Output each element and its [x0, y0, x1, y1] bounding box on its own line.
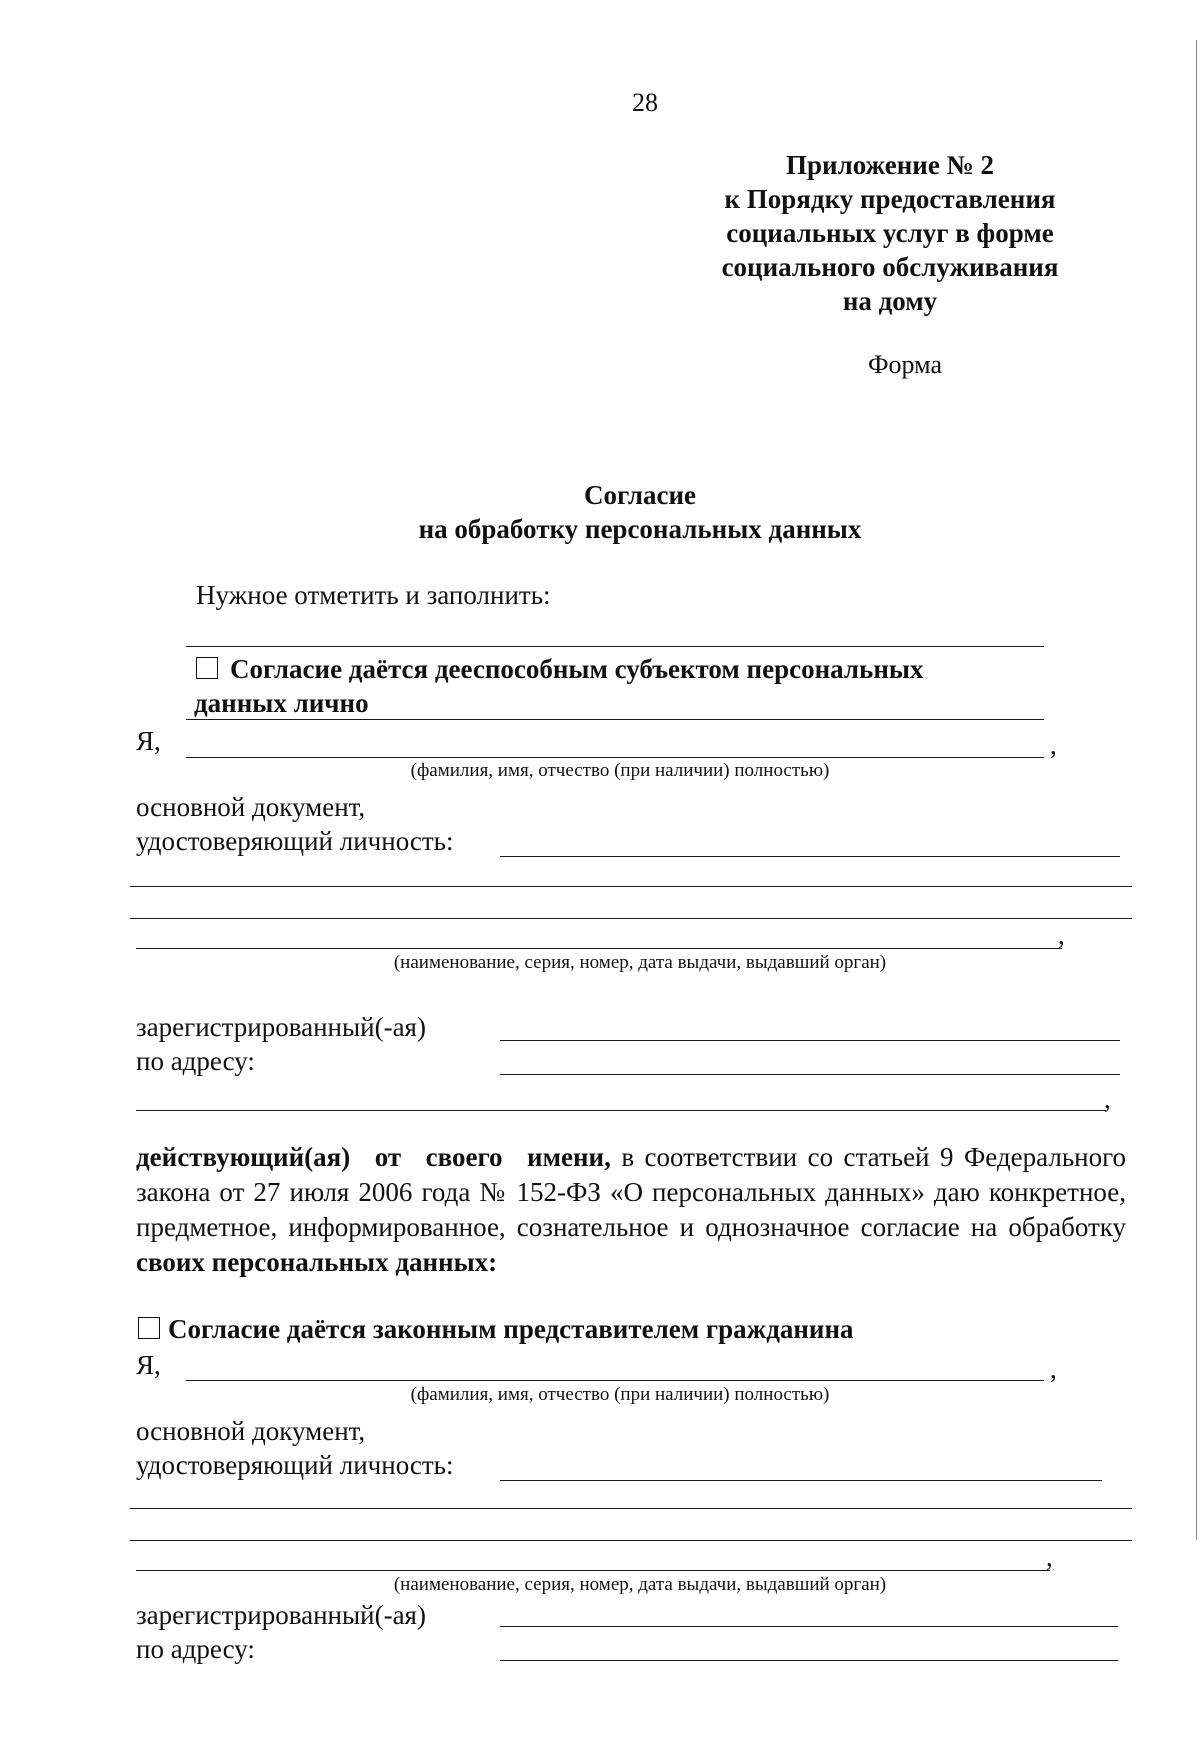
page-number: 28: [632, 88, 658, 117]
instruction-text: Нужное отметить и заполнить:: [196, 580, 551, 610]
section2-fio-field[interactable]: [186, 1380, 1044, 1381]
section1-doc-field-3[interactable]: [130, 918, 1132, 919]
section1-top-rule: [186, 646, 1044, 647]
section1-reg-field-2[interactable]: [500, 1074, 1120, 1075]
section2-reg-field-1[interactable]: [500, 1626, 1118, 1627]
section2-fio-caption: (фамилия, имя, отчество (при наличии) полностью): [410, 1384, 830, 1405]
section2-checkbox-row[interactable]: [138, 1314, 854, 1345]
section1-reg-comma: ,: [1104, 1084, 1111, 1114]
section1-fio-caption: (фамилия, имя, отчество (при наличии) полностью): [410, 760, 830, 781]
section2-doc-label-2: удостоверяющий личность:: [136, 1450, 454, 1480]
appendix-line: к Порядку предоставления: [724, 184, 1056, 214]
paragraph-text: в соответствии со статьей 9 Федерального закона от 27 июля 2006 года № 152-ФЗ «О персональных данных» даю конкретное, предметное, информированное, сознательное и однозначное согласие на обработку: [136, 1142, 1127, 1242]
appendix-line: социальных услуг в форме: [726, 218, 1054, 248]
section2-reg-label-2: по адресу:: [136, 1634, 255, 1664]
section2-reg-field-2[interactable]: [500, 1660, 1118, 1661]
section2-checkbox[interactable]: [138, 1317, 160, 1339]
scan-edge-line: [1196, 40, 1197, 1540]
section2-doc-caption: (наименование, серия, номер, дата выдачи, выдавший орган): [393, 1574, 887, 1595]
section2-doc-field-4[interactable]: [136, 1570, 1050, 1571]
appendix-line: Приложение № 2: [786, 150, 994, 180]
section2-fio-comma: ,: [1050, 1354, 1057, 1384]
section1-ya-label: Я,: [136, 726, 161, 756]
section2-ya-label: Я,: [136, 1350, 161, 1380]
section1-doc-label-1: основной документ,: [136, 792, 366, 822]
section1-doc-comma: ,: [1058, 920, 1065, 950]
form-label: Форма: [868, 350, 942, 379]
section2-checkbox-label: Согласие даётся законным представителем гражданина: [168, 1314, 854, 1344]
document-title: [370, 478, 910, 546]
appendix-line: социального обслуживания: [721, 252, 1059, 282]
section2-reg-label-1: зарегистрированный(-ая): [136, 1600, 426, 1630]
paragraph-bold-end: своих персональных данных:: [136, 1247, 498, 1277]
section1-reg-field-1[interactable]: [500, 1040, 1120, 1041]
section1-checkbox-label-cont: данных лично: [194, 688, 369, 718]
section1-reg-field-3[interactable]: [136, 1110, 1106, 1111]
title-line-2: на обработку персональных данных: [418, 514, 862, 544]
section2-doc-label-1: основной документ,: [136, 1416, 366, 1446]
section1-fio-comma: ,: [1050, 730, 1057, 760]
section1-doc-label-2: удостоверяющий личность:: [136, 826, 454, 856]
section1-fio-field[interactable]: [186, 757, 1044, 758]
consent-paragraph: [136, 1140, 1126, 1280]
section2-doc-field-3[interactable]: [130, 1540, 1132, 1541]
section1-checkbox-label: Согласие даётся дееспособным субъектом персональных: [230, 654, 924, 684]
section1-doc-field-1[interactable]: [500, 856, 1120, 857]
section2-doc-field-2[interactable]: [130, 1508, 1132, 1509]
section1-reg-label-1: зарегистрированный(-ая): [136, 1012, 426, 1042]
section1-doc-field-4[interactable]: [136, 948, 1062, 949]
appendix-line: на дому: [842, 286, 938, 316]
section1-reg-label-2: по адресу:: [136, 1046, 255, 1076]
section1-doc-caption: (наименование, серия, номер, дата выдачи, выдавший орган): [393, 952, 887, 973]
title-line-1: Согласие: [583, 480, 697, 510]
appendix-block: [700, 148, 1080, 318]
section1-doc-field-2[interactable]: [130, 886, 1132, 887]
section1-bottom-rule: [186, 719, 1044, 720]
paragraph-bold-start: действующий(ая) от своего имени,: [136, 1142, 611, 1172]
section2-doc-comma: ,: [1046, 1542, 1053, 1572]
section2-doc-field-1[interactable]: [500, 1480, 1102, 1481]
section1-checkbox-row[interactable]: [196, 654, 1040, 685]
section1-checkbox[interactable]: [196, 657, 218, 679]
